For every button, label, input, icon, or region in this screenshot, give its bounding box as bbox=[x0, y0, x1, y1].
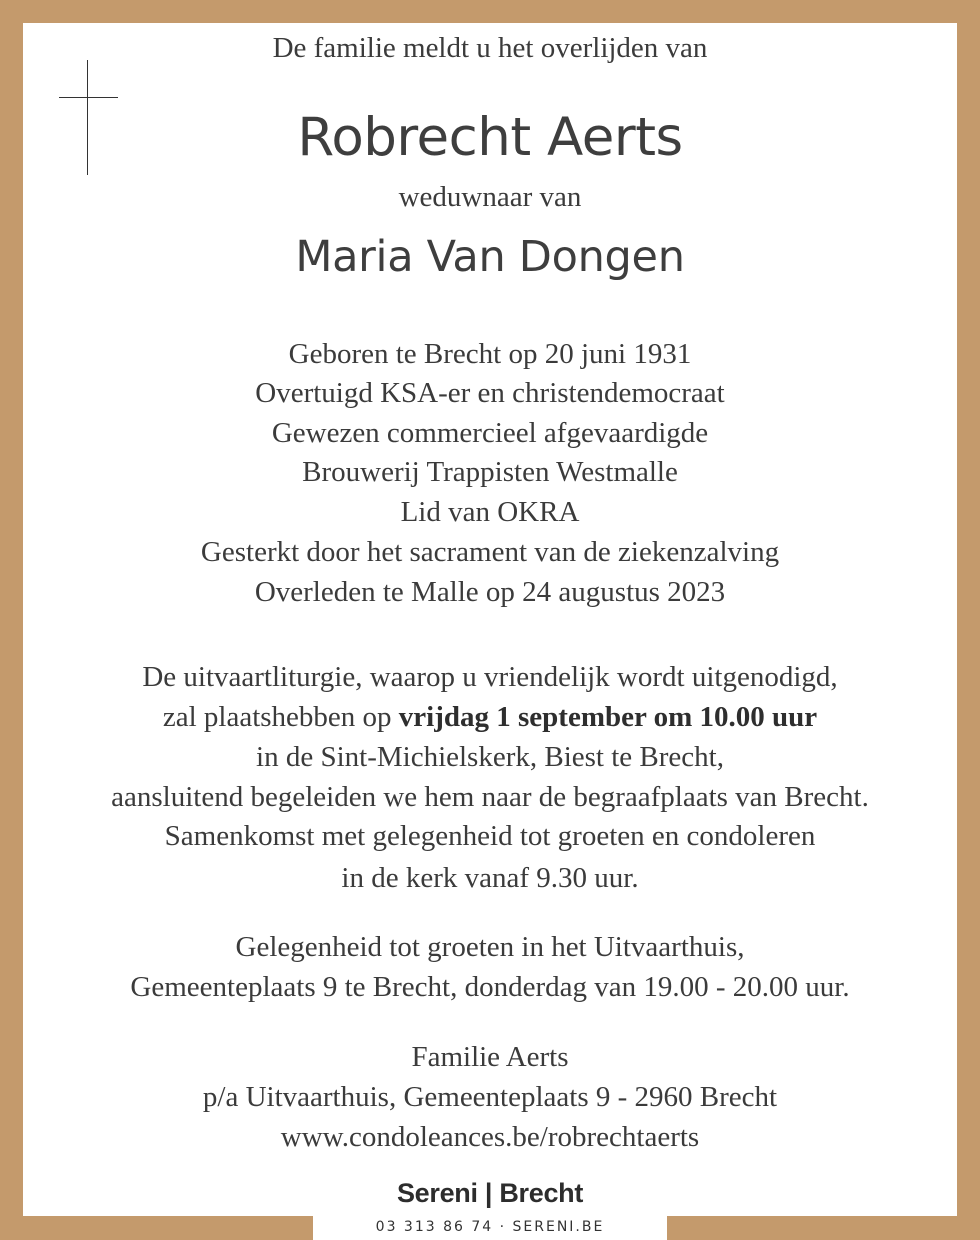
cross-icon-bar bbox=[59, 97, 118, 98]
intro-text: De familie meldt u het overlijden van bbox=[272, 32, 708, 64]
spouse-name: Maria Van Dongen bbox=[295, 232, 685, 282]
funeral-line: in de Sint-Michielskerk, Biest te Brecht, bbox=[256, 741, 724, 773]
relation-text: weduwnaar van bbox=[398, 181, 582, 213]
funeral-line: De uitvaartliturgie, waarop u vriendelijk wordt uitgenodigd, bbox=[142, 661, 838, 693]
sereni-logo: Sereni | Brecht bbox=[396, 1178, 584, 1208]
contact-address: p/a Uitvaarthuis, Gemeenteplaats 9 - 2960 Brecht bbox=[202, 1081, 778, 1113]
funeral-line: in de kerk vanaf 9.30 uur. bbox=[341, 862, 639, 894]
bio-line: Brouwerij Trappisten Westmalle bbox=[302, 456, 678, 488]
funeral-date-line bbox=[23, 700, 957, 734]
bio-line: Gewezen commercieel afgevaardigde bbox=[271, 417, 709, 449]
funeral-line: aansluitend begeleiden we hem naar de begraafplaats van Brecht. bbox=[111, 781, 869, 813]
footer-contact: 03 313 86 74 · SERENI.BE bbox=[313, 1214, 667, 1240]
bio-line: Lid van OKRA bbox=[400, 496, 580, 528]
funeral-date-prefix: zal plaatshebben op bbox=[162, 701, 399, 733]
bio-line: Overleden te Malle op 24 augustus 2023 bbox=[254, 576, 726, 608]
condolence-link[interactable]: www.condoleances.be/robrechtaerts bbox=[280, 1121, 700, 1153]
deceased-name: Robrecht Aerts bbox=[297, 107, 683, 168]
family-name: Familie Aerts bbox=[411, 1041, 569, 1073]
visitation-line: Gemeenteplaats 9 te Brecht, donderdag van 19.00 - 20.00 uur. bbox=[130, 971, 850, 1003]
bio-line: Overtuigd KSA-er en christendemocraat bbox=[255, 377, 725, 409]
bio-line: Gesterkt door het sacrament van de ziekenzalving bbox=[200, 536, 780, 568]
funeral-date: vrijdag 1 september om 10.00 uur bbox=[398, 701, 818, 733]
bio-line: Geboren te Brecht op 20 juni 1931 bbox=[288, 338, 692, 370]
funeral-line: Samenkomst met gelegenheid tot groeten en condoleren bbox=[164, 820, 816, 852]
visitation-line: Gelegenheid tot groeten in het Uitvaarthuis, bbox=[235, 931, 745, 963]
